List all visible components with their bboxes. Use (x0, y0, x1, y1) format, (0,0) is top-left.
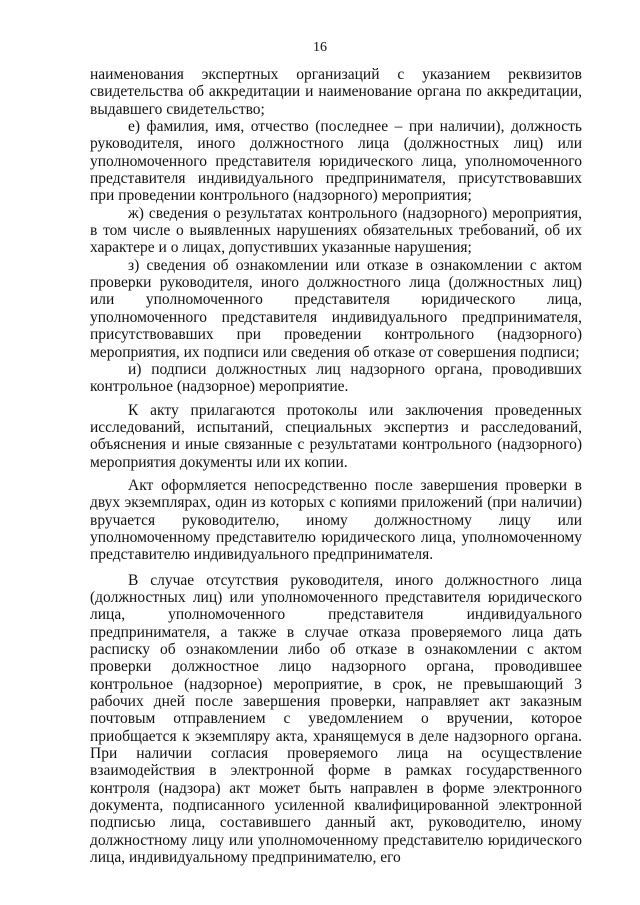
page-number: 16 (313, 40, 327, 55)
paragraph-item-z: з) сведения об ознакомлении или отказе в ознакомлении с актом проверки руководителя, иного должностного лица (должностных лиц) или уполномоченного представителя юридического лица, уполномоченного представителя индивидуального предпринимателя, присутствовавших при проведении контрольного (надзорного) мероприятия, их подписи или сведения об отказе от совершения подписи; (90, 256, 582, 361)
paragraph-item-zh: ж) сведения о результатах контрольного (надзорного) мероприятия, в том числе о выявленных нарушениях обязательных требований, об их характере и о лицах, допустивших указанные нарушения; (90, 204, 582, 257)
paragraph-item-i: и) подписи должностных лиц надзорного органа, проводивших контрольное (надзорное) мероприятие. (90, 360, 582, 396)
paragraph-item-e: е) фамилия, имя, отчество (последнее – при наличии), должность руководителя, иного должностного лица (должностных лиц) или уполномоченного представителя юридического лица, уполномоченного представителя индивидуального предпринимателя, присутствовавших при проведении контрольного (надзорного) мероприятия; (90, 118, 582, 205)
paragraph-accreditation-continuation: наименования экспертных организаций с указанием реквизитов свидетельства об аккредитации и наименование органа по аккредитации, выдавшего свидетельство; (90, 66, 582, 118)
document-body (90, 66, 582, 866)
paragraph-absence-case: В случае отсутствия руководителя, иного должностного лица (должностных лиц) или уполномоченного представителя юридического лица, уполномоченного представителя индивидуального предпринимателя, а также в случае отказа проверяемого лица дать расписку об ознакомлении либо об отказе в ознакомлении с актом проверки должностное лицо надзорного органа, проводившее контрольное (надзорное) мероприятие, в срок, не превышающий 3 рабочих дней после завершения проверки, направляет акт заказным почтовым отправлением с уведомлением о вручении, которое приобщается к экземпляру акта, хранящемуся в деле надзорного органа. При наличии согласия проверяемого лица на осуществление взаимодействия в электронной форме в рамках государственного контроля (надзора) акт может быть направлен в форме электронного документа, подписанного усиленной квалифицированной электронной подписью лица, составившего данный акт, руководителю, иному должностному лицу или уполномоченному представителю юридического лица, индивидуальному предпринимателю, его (90, 571, 582, 867)
paragraph-attachments: К акту прилагаются протоколы или заключения проведенных исследований, испытаний, специальных экспертиз и расследований, объяснения и иные связанные с результатами контрольного (надзорного) мероприятия документы или их копии. (90, 401, 582, 471)
paragraph-act-execution: Акт оформляется непосредственно после завершения проверки в двух экземплярах, один из которых с копиями приложений (при наличии) вручается руководителю, иному должностному лицу или уполномоченному представителю юридического лица, уполномоченному представителю индивидуального предпринимателя. (90, 476, 582, 564)
